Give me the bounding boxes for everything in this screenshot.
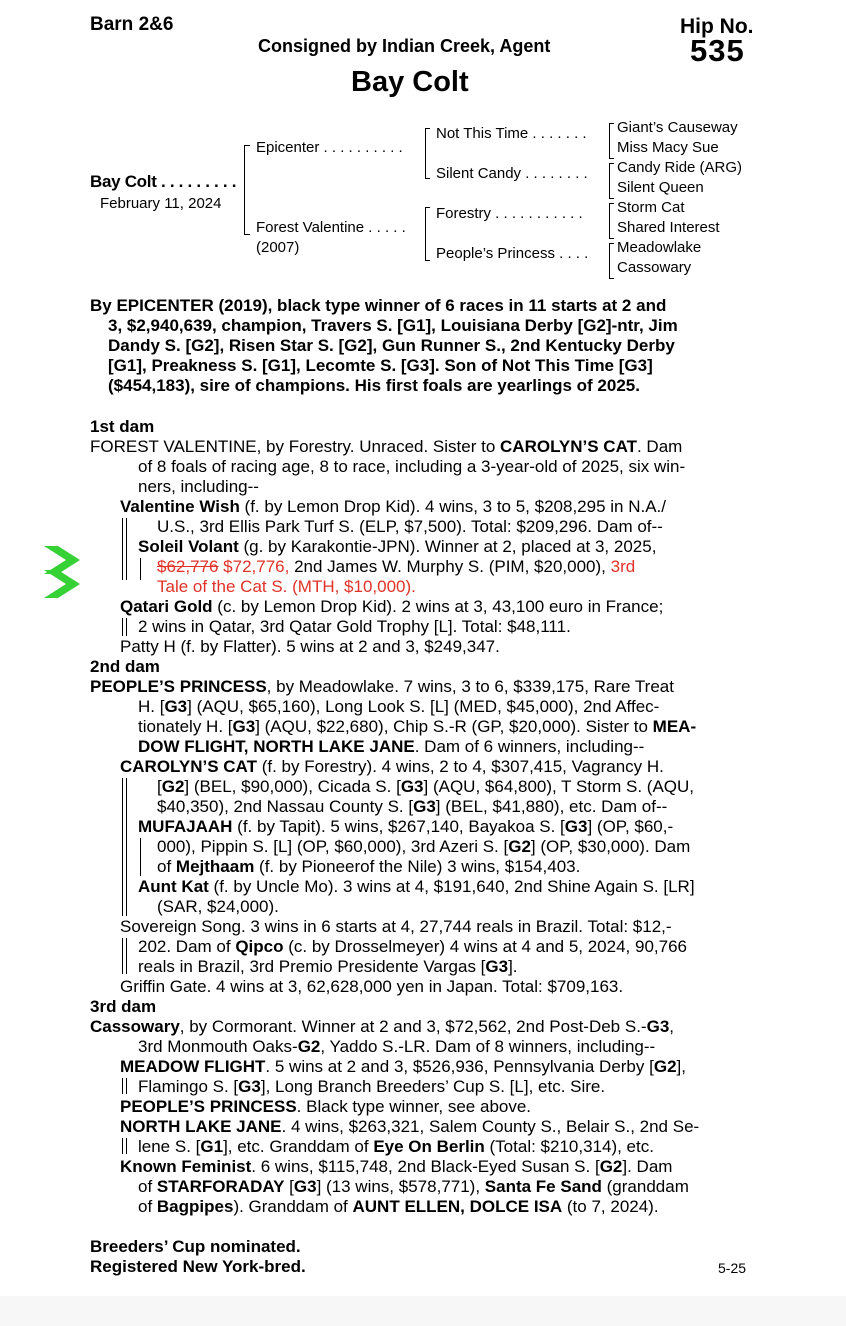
pedigree-ss: Not This Time . . . . . . . [436, 125, 587, 142]
third-dam-line: 3rd Monmouth Oaks-G2, Yaddo S.-LR. Dam of 8 winners, including-- [138, 1037, 656, 1056]
produce-line: 2 wins in Qatar, 3rd Qatar Gold Trophy [L]. Total: $48,111. [138, 617, 571, 636]
pedigree-dd: People’s Princess . . . . [436, 245, 589, 262]
produce-line: reals in Brazil, 3rd Premio Presidente Vargas [G3]. [138, 957, 518, 976]
second-dam-line: tionately H. [G3] (AQU, $22,680), Chip S.-R (GP, $20,000). Sister to MEA- [138, 717, 697, 736]
pedigree-brace-ds [609, 203, 614, 239]
produce-bar [126, 938, 127, 974]
page-code: 5-25 [718, 1260, 747, 1276]
registration-note: Registered New York-bred. [90, 1257, 306, 1276]
produce-bar [122, 518, 123, 580]
produce-line: (SAR, $24,000). [157, 897, 279, 916]
pedigree-brace-sire [425, 128, 430, 179]
produce-line: $40,350), 2nd Nassau County S. [G3] (BEL, $41,880), etc. Dam of-- [157, 797, 668, 816]
produce-bar [126, 778, 127, 916]
pedigree-sss: Giant’s Causeway [617, 119, 738, 136]
second-dam-line: H. [G3] (AQU, $65,160), Long Look S. [L] (MED, $45,000), 2nd Affec- [138, 697, 660, 716]
produce-sovereign-song: Sovereign Song. 3 wins in 6 starts at 4, 27,744 reals in Brazil. Total: $12,- [120, 917, 672, 936]
produce-peoples-princess: PEOPLE’S PRINCESS. Black type winner, see above. [120, 1097, 532, 1116]
produce-patty-h: Patty H (f. by Flatter). 5 wins at 2 and 3, $249,347. [120, 637, 500, 656]
pedigree-ds: Forestry . . . . . . . . . . . [436, 205, 583, 222]
pedigree-brace-dd [609, 243, 614, 279]
first-dam-line: of 8 foals of racing age, 8 to race, including a 3-year-old of 2025, six win- [138, 457, 686, 476]
produce-bar [122, 1078, 123, 1094]
produce-line: lene S. [G1], etc. Granddam of Eye On Berlin (Total: $210,314), etc. [138, 1137, 654, 1156]
produce-meadow-flight: MEADOW FLIGHT. 5 wins at 2 and 3, $526,936, Pennsylvania Derby [G2], [120, 1057, 686, 1076]
second-dam-heading: 2nd dam [90, 657, 160, 676]
sire-line: ($454,183), sire of champions. His first foals are yearlings of 2025. [108, 376, 640, 395]
consignor-line: Consigned by Indian Creek, Agent [258, 36, 551, 56]
pedigree-brace-sd [609, 163, 614, 199]
produce-bar [126, 518, 127, 580]
produce-line: $62,776 $72,776, 2nd James W. Murphy S. (PIM, $20,000), 3rd [157, 557, 636, 576]
barn-label: Barn 2&6 [90, 14, 174, 35]
produce-line: Flamingo S. [G3], Long Branch Breeders’ Cup S. [L], etc. Sire. [138, 1077, 606, 1096]
pedigree-sd: Silent Candy . . . . . . . . [436, 165, 588, 182]
pedigree-dam-year: (2007) [256, 239, 300, 256]
produce-bar [122, 778, 123, 916]
produce-bar [140, 558, 141, 580]
produce-valentine-wish: Valentine Wish (f. by Lemon Drop Kid). 4 wins, 3 to 5, $208,295 in N.A./ [120, 497, 666, 516]
produce-qatari-gold: Qatari Gold (c. by Lemon Drop Kid). 2 wins at 3, 43,100 euro in France; [120, 597, 664, 616]
produce-carolyns-cat: CAROLYN’S CAT (f. by Forestry). 4 wins, 2 to 4, $307,415, Vagrancy H. [120, 757, 664, 776]
pedigree-ddd: Cassowary [617, 259, 692, 276]
hip-number: 535 [690, 33, 745, 68]
page-bottom-margin [0, 1296, 846, 1326]
produce-bar [126, 1078, 127, 1094]
produce-line: [G2] (BEL, $90,000), Cicada S. [G3] (AQU, $64,800), T Storm S. (AQU, [157, 777, 695, 796]
produce-known-feminist: Known Feminist. 6 wins, $115,748, 2nd Black-Eyed Susan S. [G2]. Dam [120, 1157, 673, 1176]
produce-bar [126, 618, 127, 636]
produce-line-update: Tale of the Cat S. (MTH, $10,000). [157, 577, 416, 596]
sire-line: 3, $2,940,639, champion, Travers S. [G1], Louisiana Derby [G2]-ntr, Jim [108, 316, 678, 335]
breeders-cup-note: Breeders’ Cup nominated. [90, 1237, 301, 1256]
second-dam-line: PEOPLE’S PRINCESS, by Meadowlake. 7 wins, 3 to 6, $339,175, Rare Treat [90, 677, 674, 696]
produce-bar [122, 1138, 123, 1154]
page-title: Bay Colt [351, 66, 469, 98]
produce-line: 202. Dam of Qipco (c. by Drosselmeyer) 4 wins at 4 and 5, 2024, 90,766 [138, 937, 687, 956]
pedigree-brace-dam [425, 207, 430, 261]
produce-bar [122, 618, 123, 636]
sire-line: [G1], Preakness S. [G1], Lecomte S. [G3]. Son of Not This Time [G3] [108, 356, 653, 375]
pedigree-ssd: Miss Macy Sue [617, 139, 719, 156]
pedigree-dsd: Shared Interest [617, 219, 720, 236]
pedigree-sds: Candy Ride (ARG) [617, 159, 743, 176]
first-dam-line: FOREST VALENTINE, by Forestry. Unraced. Sister to CAROLYN’S CAT. Dam [90, 437, 683, 456]
second-dam-line: DOW FLIGHT, NORTH LAKE JANE. Dam of 6 winners, including-- [138, 737, 645, 756]
produce-line: of STARFORADAY [G3] (13 wins, $578,771), Santa Fe Sand (granddam [138, 1177, 689, 1196]
sire-line: Dandy S. [G2], Risen Star S. [G2], Gun Runner S., 2nd Kentucky Derby [108, 336, 675, 355]
produce-bar [122, 938, 123, 974]
produce-line: 000), Pippin S. [L] (OP, $60,000), 3rd Azeri S. [G2] (OP, $30,000). Dam [157, 837, 691, 856]
horse-name: Bay Colt . . . . . . . . . [90, 172, 237, 191]
sire-line: By EPICENTER (2019), black type winner of 6 races in 11 starts at 2 and [90, 296, 667, 315]
hip-label: Hip No. [680, 15, 754, 38]
produce-line: of Mejthaam (f. by Pioneerof the Nile) 3 wins, $154,403. [157, 857, 581, 876]
first-dam-heading: 1st dam [90, 417, 155, 436]
third-dam-line: Cassowary, by Cormorant. Winner at 2 and 3, $72,562, 2nd Post-Deb S.-G3, [90, 1017, 675, 1036]
pedigree-sdd: Silent Queen [617, 179, 704, 196]
produce-mufajaah: MUFAJAAH (f. by Tapit). 5 wins, $267,140, Bayakoa S. [G3] (OP, $60,- [138, 817, 674, 836]
pedigree-brace-ss [609, 123, 614, 159]
produce-bar [126, 1138, 127, 1154]
pedigree-dss: Storm Cat [617, 199, 685, 216]
sire-paragraph [90, 296, 758, 396]
first-dam-line: ners, including-- [138, 477, 259, 496]
produce-aunt-kat: Aunt Kat (f. by Uncle Mo). 3 wins at 4, $191,640, 2nd Shine Again S. [LR] [138, 877, 695, 896]
pedigree-dds: Meadowlake [617, 239, 702, 256]
horse-dob: February 11, 2024 [100, 195, 222, 212]
produce-line: of Bagpipes). Granddam of AUNT ELLEN, DOLCE ISA (to 7, 2024). [138, 1197, 659, 1216]
third-dam-heading: 3rd dam [90, 997, 157, 1016]
double-chevron-right-icon [40, 544, 82, 600]
pedigree-sire: Epicenter . . . . . . . . . . [256, 139, 403, 156]
pedigree-brace-gen1 [244, 145, 250, 235]
produce-line: U.S., 3rd Ellis Park Turf S. (ELP, $7,500). Total: $209,296. Dam of-- [157, 517, 663, 536]
produce-north-lake-jane: NORTH LAKE JANE. 4 wins, $263,321, Salem County S., Belair S., 2nd Se- [120, 1117, 700, 1136]
produce-bar [140, 838, 141, 876]
pedigree-dam: Forest Valentine . . . . . [256, 219, 406, 236]
produce-soleil-volant: Soleil Volant (g. by Karakontie-JPN). Winner at 2, placed at 3, 2025, [138, 537, 657, 556]
produce-griffin-gate: Griffin Gate. 4 wins at 3, 62,628,000 yen in Japan. Total: $709,163. [120, 977, 624, 996]
